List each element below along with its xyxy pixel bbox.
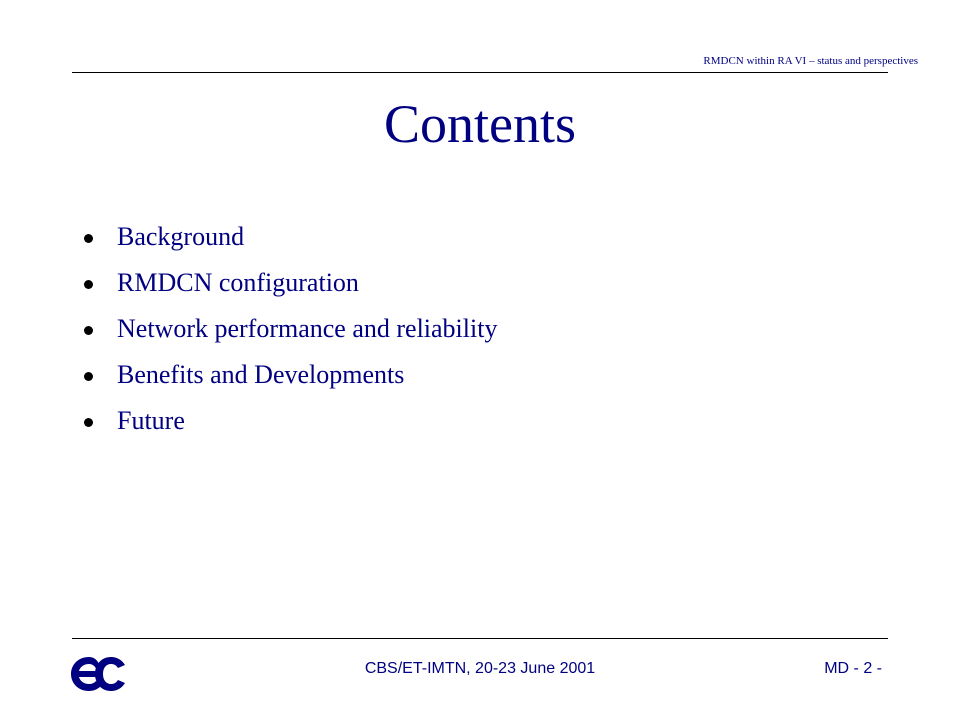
running-header: RMDCN within RA VI – status and perspectives	[703, 55, 918, 67]
bullet-text: RMDCN configuration	[117, 268, 359, 297]
bullet-dot-icon	[84, 418, 93, 427]
slide-title: Contents	[383, 94, 576, 154]
bullet-item	[84, 214, 497, 260]
bullet-text: Background	[117, 222, 245, 251]
bullet-text: Future	[117, 406, 185, 435]
bullet-dot-icon	[84, 326, 93, 335]
bullet-text: Benefits and Developments	[117, 360, 405, 389]
footer-page-number: MD - 2 -	[824, 660, 882, 677]
bullet-dot-icon	[84, 280, 93, 289]
header-rule	[72, 72, 888, 73]
bullet-list	[84, 214, 497, 444]
footer-event: CBS/ET-IMTN, 20-23 June 2001	[364, 660, 596, 677]
bullet-dot-icon	[84, 372, 93, 381]
bullet-text: Network performance and reliability	[117, 314, 498, 343]
bullet-item	[84, 352, 497, 398]
bullet-item	[84, 260, 497, 306]
bullet-dot-icon	[84, 234, 93, 243]
bullet-item	[84, 398, 497, 444]
footer-rule	[72, 638, 888, 639]
bullet-item	[84, 306, 497, 352]
